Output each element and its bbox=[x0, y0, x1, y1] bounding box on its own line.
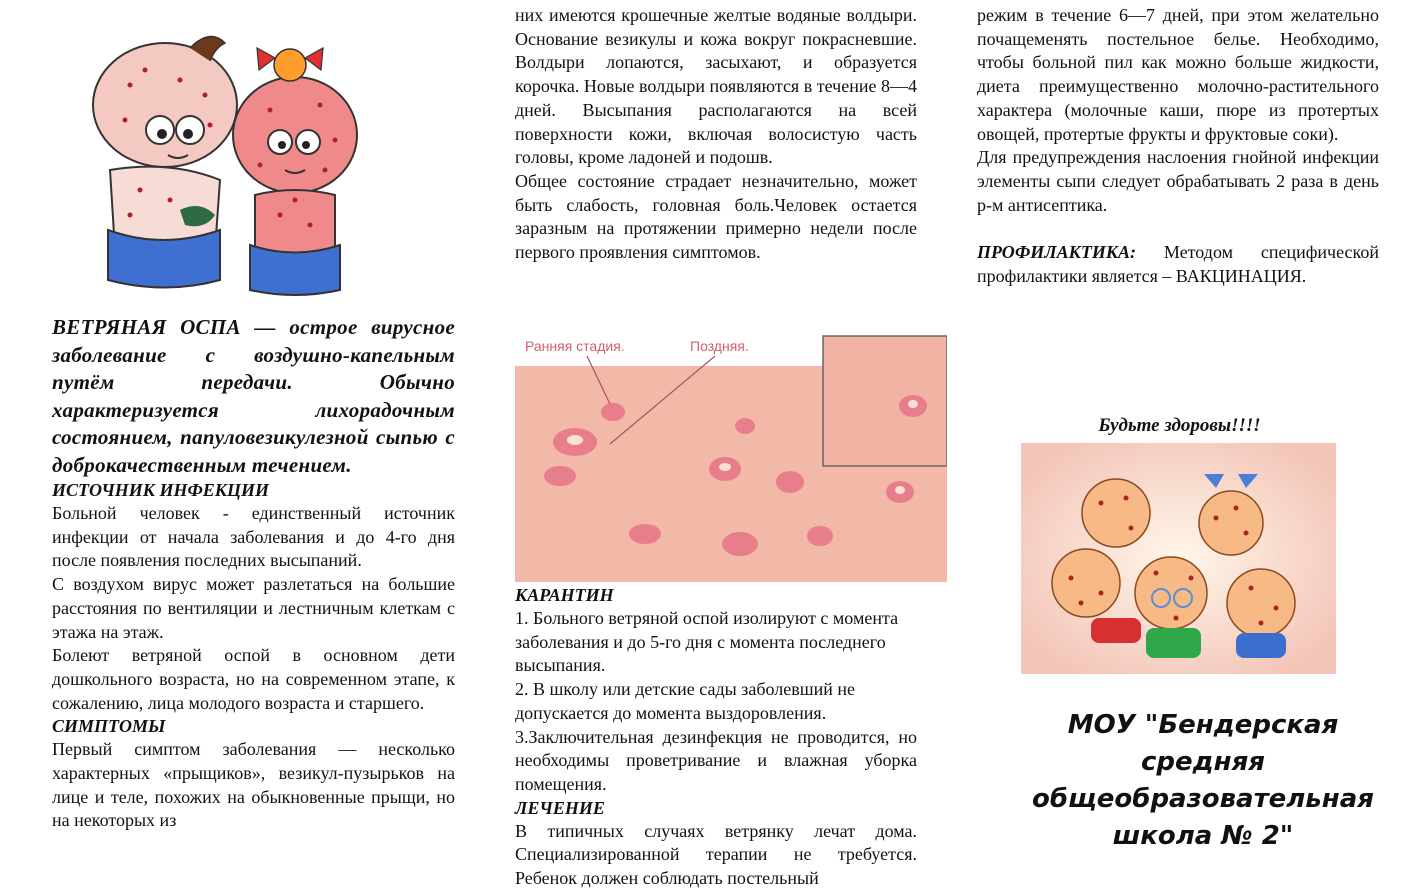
early-stage-label: Ранняя стадия. bbox=[525, 338, 625, 354]
treatment-paragraph-1: В типичных случаях ветрянку лечат дома. Специализированной терапии не требуется. Ребенок должен соблюдать постельный bbox=[515, 820, 917, 889]
quarantine-heading: КАРАНТИН bbox=[515, 585, 614, 605]
quarantine-item-2: 2. В школу или детские сады заболевший не допускается до момента выздоровления. bbox=[515, 679, 855, 723]
quarantine-item-1: 1. Больного ветряной оспой изолируют с момента заболевания и до 5-го дня с момента последнего высыпания. bbox=[515, 608, 899, 676]
treatment-heading: ЛЕЧЕНИЕ bbox=[515, 797, 605, 818]
school-name bbox=[1003, 707, 1403, 855]
school-name-line-2: общеобразовательная bbox=[1032, 784, 1374, 814]
quarantine-item-3: 3.Заключительная дезинфекция не проводится, но необходимы проветривание и влажная уборка помещения. bbox=[515, 726, 917, 794]
be-healthy-caption: Будьте здоровы!!!! bbox=[1098, 415, 1261, 436]
symptoms-heading: СИМПТОМЫ bbox=[52, 716, 166, 737]
prevention-heading: ПРОФИЛАКТИКА: bbox=[977, 242, 1137, 263]
source-paragraph-2: С воздухом вирус может разлетаться на большие расстояния по вентиляции и лестничным клеткам с этажа на этаж. bbox=[52, 574, 455, 642]
middle-column-bottom bbox=[515, 584, 917, 891]
source-paragraph-1: Больной человек - единственный источник инфекции от начала заболевания и до 4-го дня после появления последних высыпаний. bbox=[52, 503, 455, 571]
source-paragraph-3: Болеют ветряной оспой в основном дети дошкольного возраста, но на современном этапе, к сожалению, лица молодого возраста и старшего. bbox=[52, 645, 455, 713]
prevention-text: Методом специфической профилактики является – ВАКЦИНАЦИЯ. bbox=[977, 242, 1379, 287]
school-name-line-1: МОУ "Бендерская средняя bbox=[1067, 710, 1339, 777]
cartoon-sick-kids-illustration bbox=[70, 30, 370, 300]
antiseptic-paragraph: Для предупреждения наслоения гнойной инфекции элементы сыпи следует обрабатывать 2 раза в день р-м антисептика. bbox=[977, 147, 1379, 215]
late-stage-label: Поздняя. bbox=[690, 338, 749, 354]
symptoms-continued-paragraph: них имеются крошечные желтые водяные волдыри. Основание везикулы и кожа вокруг покрасневшие. Волдыри лопаются, засыхают, и образуется корочка. Новые волдыри появляются в течение 8—4 дней. Высыпания располагаются на всей поверхности кожи, включая волосистую часть головы, кроме ладоней и подошв. bbox=[515, 5, 917, 168]
rash-stages-photo bbox=[515, 334, 947, 582]
group-of-sick-kids-illustration bbox=[1021, 443, 1336, 674]
treatment-continued-paragraph: режим в течение 6—7 дней, при этом желательно почащеменять постельное белье. Необходимо, чтобы больной пил как можно больше жидкости, диета преимущественно молочно-растительного характера (молочные каши, пюре из протертых овощей, протертые фрукты и фруктовые соки). bbox=[977, 5, 1379, 144]
source-heading: ИСТОЧНИК ИНФЕКЦИИ bbox=[52, 480, 270, 500]
symptoms-paragraph-1: Первый симптом заболевания — несколько характерных «прыщиков», везикул-пузырьков на лице и теле, похожих на обыкновенные прыщи, но на некоторых из bbox=[52, 739, 455, 831]
right-column bbox=[977, 4, 1379, 289]
school-name-line-3: школа № 2" bbox=[1112, 821, 1294, 851]
general-state-paragraph: Общее состояние страдает незначительно, может быть слабость, головная боль.Человек остается заразным на протяжении примерно недели после первого проявления симптомов. bbox=[515, 170, 917, 263]
middle-column-top bbox=[515, 4, 917, 265]
intro-definition: ВЕТРЯНАЯ ОСПА — острое вирусное заболевание с воздушно-капельным путём передачи. Обычно характеризуется лихорадочным состоянием, папуловезикулезной сыпью с доброкачественным течением. bbox=[52, 315, 455, 477]
prevention-paragraph bbox=[977, 241, 1379, 288]
left-column bbox=[52, 314, 455, 833]
